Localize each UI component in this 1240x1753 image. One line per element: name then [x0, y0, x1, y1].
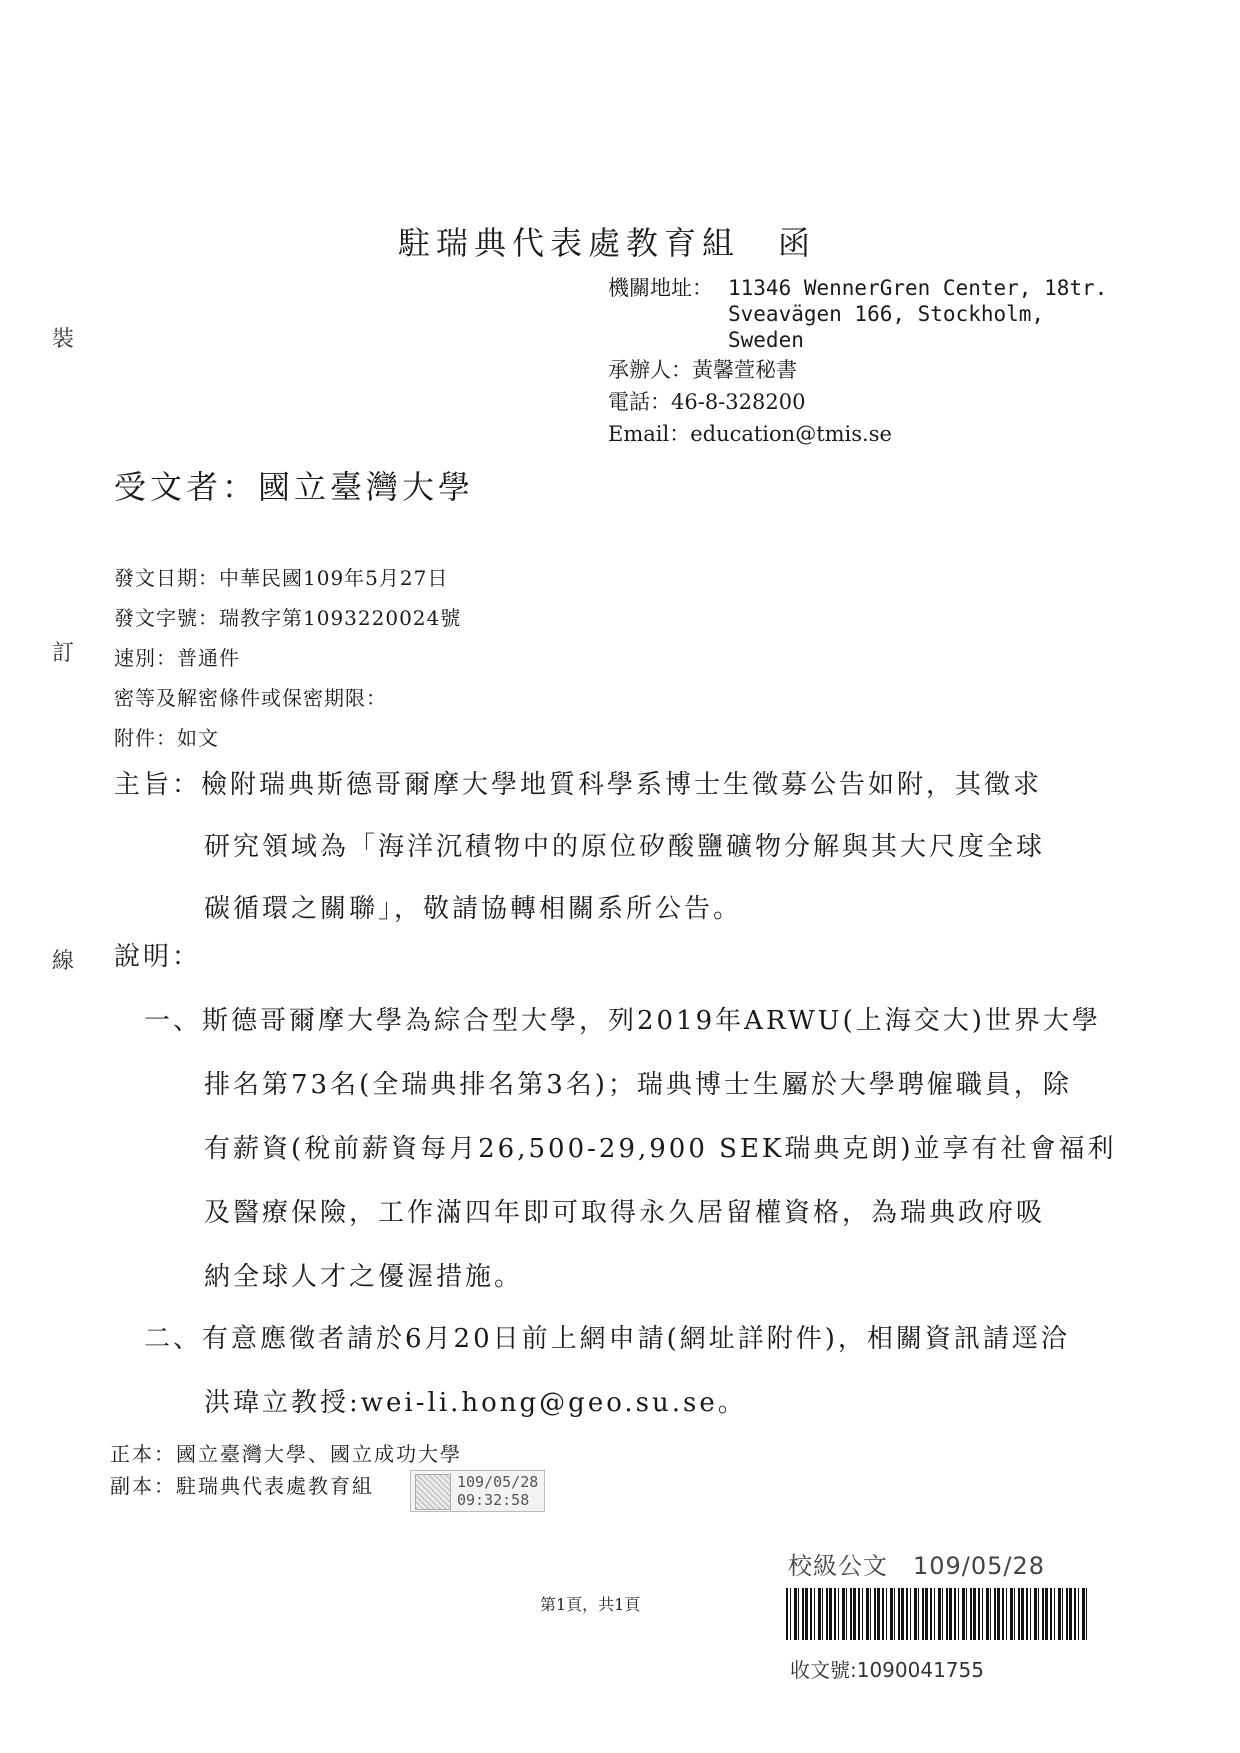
explanation-item2-line1: 二、有意應徵者請於6月20日前上網申請(網址詳附件)，相關資訊請逕洽 [144, 1324, 1070, 1354]
document-number: 發文字號：瑞教字第1093220024號 [114, 606, 462, 630]
issuer-address-label: 機關地址： [608, 276, 713, 300]
document-title: 駐瑞典代表處教育組 函 [398, 224, 817, 262]
original-recipients: 正本：國立臺灣大學、國立成功大學 [110, 1442, 462, 1466]
copy-recipients: 副本：駐瑞典代表處教育組 [110, 1474, 374, 1498]
receipt-heading: 校級公文 109/05/28 [788, 1552, 1046, 1580]
stamp-date: 109/05/28 [457, 1473, 539, 1491]
page-number: 第1頁，共1頁 [540, 1595, 641, 1614]
issuer-contact: 承辦人：黃馨萱秘書 [608, 358, 797, 382]
explanation-item1-line4: 及醫療保險，工作滿四年即可取得永久居留權資格，為瑞典政府吸 [204, 1198, 1046, 1228]
explanation-item1-line2: 排名第73名(全瑞典排名第3名)；瑞典博士生屬於大學聘僱職員，除 [204, 1070, 1072, 1100]
received-timestamp-stamp [410, 1470, 545, 1512]
secrecy-level: 密等及解密條件或保密期限： [114, 686, 387, 710]
explanation-item2-line2: 洪瑋立教授:wei-li.hong@geo.su.se。 [204, 1388, 747, 1418]
recipient: 受文者：國立臺灣大學 [114, 468, 475, 506]
subject-line-3: 碳循環之關聯」，敬請協轉相關系所公告。 [204, 894, 743, 924]
binding-mark-xian: 線 [52, 949, 75, 974]
stamp-seal-icon [415, 1474, 451, 1510]
barcode-icon [786, 1588, 1088, 1640]
binding-mark-ding: 訂 [52, 641, 75, 666]
explanation-item1-line5: 納全球人才之優渥措施。 [204, 1262, 524, 1292]
attachment: 附件：如文 [114, 726, 219, 750]
subject-line-1: 主旨：檢附瑞典斯德哥爾摩大學地質科學系博士生徵募公告如附，其徵求 [114, 770, 1043, 800]
issuer-address-line3: Sweden [728, 328, 804, 352]
issuer-address-line1: 11346 WennerGren Center, 18tr. [728, 276, 1108, 300]
binding-mark-zhuang: 裝 [52, 327, 75, 352]
explanation-item1-line3: 有薪資(稅前薪資每月26,500-29,900 SEK瑞典克朗)並享有社會福利 [204, 1134, 1117, 1164]
issuer-address-line2: Sveavägen 166, Stockholm, [728, 302, 1045, 326]
issue-date: 發文日期：中華民國109年5月27日 [114, 566, 449, 590]
explanation-heading: 說明： [114, 942, 202, 972]
receipt-number: 收文號:1090041755 [790, 1658, 984, 1682]
stamp-time: 09:32:58 [457, 1491, 530, 1509]
delivery-speed: 速別：普通件 [114, 646, 240, 670]
issuer-email: Email：education@tmis.se [608, 422, 892, 446]
explanation-item1-line1: 一、斯德哥爾摩大學為綜合型大學，列2019年ARWU(上海交大)世界大學 [144, 1006, 1101, 1036]
subject-line-2: 研究領域為「海洋沉積物中的原位矽酸鹽礦物分解與其大尺度全球 [204, 832, 1046, 862]
issuer-phone: 電話：46-8-328200 [608, 390, 806, 414]
